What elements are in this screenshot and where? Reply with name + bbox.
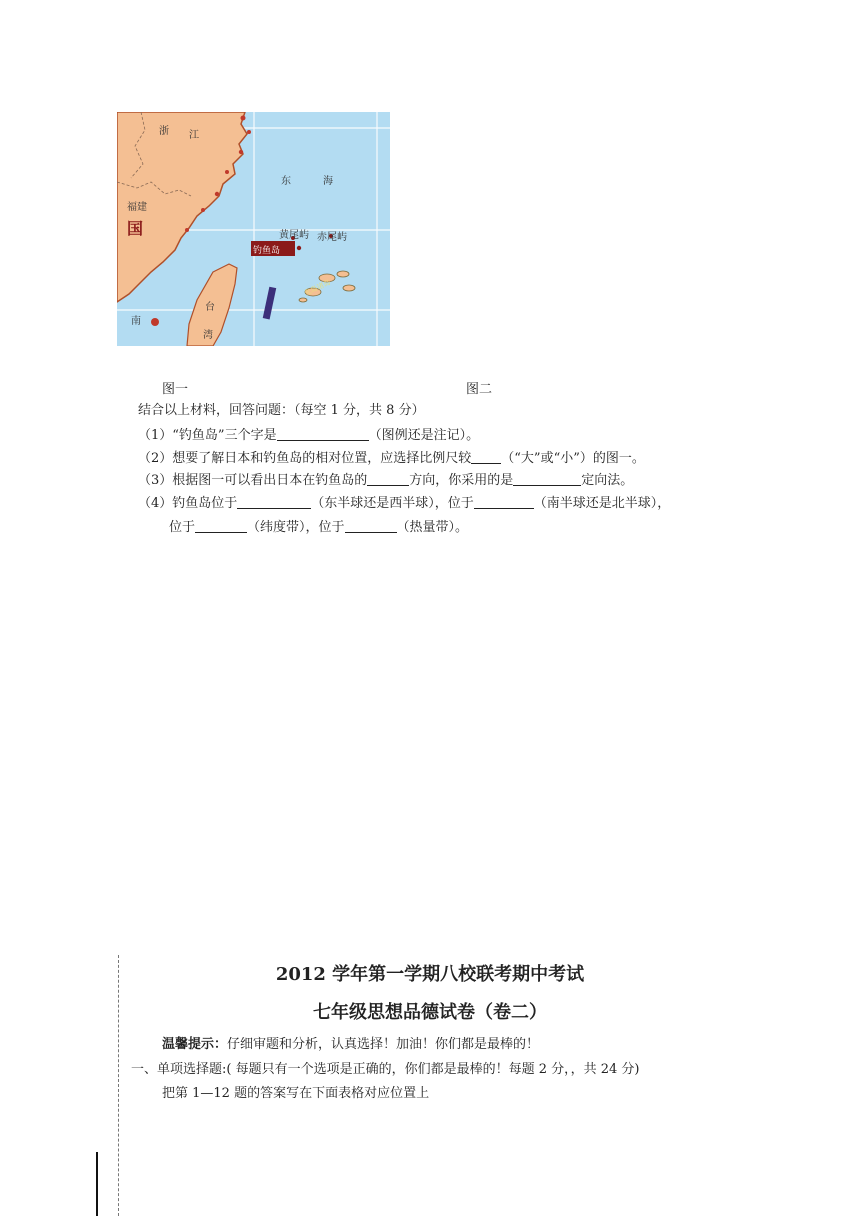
question-4 — [138, 495, 670, 510]
question-1 — [138, 427, 479, 442]
map-label-xianji: 先岛诸岛 — [303, 278, 332, 298]
margin-solid-bar — [96, 1152, 98, 1216]
q1-text-a: （1）“钓鱼岛”三个字是 — [138, 428, 277, 443]
q4b-text-c: （热量带）。 — [396, 520, 469, 535]
warm-tip-label: 温馨提示： — [162, 1037, 228, 1052]
q2-text-a: （2）想要了解日本和钓鱼岛的相对位置，应选择比例尺较 — [138, 451, 472, 466]
q3-text-b: 方向，你采用的是 — [409, 473, 514, 488]
q4-text-c: （南半球还是北半球）， — [533, 496, 671, 511]
q3-text-a: （3）根据图一可以看出日本在钓鱼岛的 — [138, 473, 368, 488]
q3-blank-1 — [367, 472, 409, 486]
q4b-blank-2 — [345, 519, 397, 533]
q4b-blank-1 — [195, 519, 247, 533]
map-label-fujian: 福建 — [127, 202, 147, 213]
caption-fig2: 图二 — [466, 382, 493, 397]
map-label-guo: 国 — [127, 219, 144, 238]
map-label-huangweiyu: 黄尾屿 — [279, 230, 309, 241]
map-label-zhejiang-2: 江 — [189, 130, 199, 141]
question-2 — [138, 450, 645, 465]
q4-blank-1 — [237, 495, 311, 509]
question-3 — [138, 472, 633, 487]
map-label-zhejiang-1: 浙 — [159, 126, 169, 137]
map-svg — [117, 112, 390, 346]
map-label-donghai-2: 海 — [323, 176, 333, 187]
q4b-text-b: （纬度带），位于 — [247, 520, 345, 535]
section-1-heading: 一、单项选择题:( 每题只有一个选项是正确的，你们都是最棒的！每题 2 分，，共 24 分) — [131, 1062, 640, 1077]
map-figure — [117, 112, 390, 346]
q3-blank-2 — [513, 472, 581, 486]
map-label-chiweiyu: 赤尾屿 — [317, 232, 347, 243]
q1-text-b: （图例还是注记）。 — [368, 428, 480, 443]
map-label-nan: 南 — [131, 316, 141, 327]
q4b-text-a: 位于 — [169, 520, 196, 535]
warm-tip — [162, 1033, 539, 1052]
exam-subtitle: 七年级思想品德试卷（卷二） — [313, 1002, 547, 1023]
map-label-taiwan-1: 台 — [205, 302, 215, 313]
map-label-taiwan-2: 湾 — [203, 330, 213, 341]
caption-fig1: 图一 — [162, 382, 189, 397]
q4-blank-2 — [474, 495, 534, 509]
exam-title: 2012 学年第一学期八校联考期中考试 — [275, 964, 585, 985]
q3-text-c: 定向法。 — [581, 473, 634, 488]
q4-text-b: （东半球还是西半球），位于 — [311, 496, 474, 511]
warm-tip-text: 仔细审题和分析，认真选择！加油！你们都是最棒的！ — [227, 1037, 540, 1052]
answer-instruction: 把第 1—12 题的答案写在下面表格对应位置上 — [162, 1086, 430, 1101]
map-label-donghai-1: 东 — [281, 176, 291, 187]
binding-dashed-line — [118, 955, 119, 1216]
map-label-diaoyudao: 钓鱼岛 — [253, 246, 281, 256]
q4-text-a: （4）钓鱼岛位于 — [138, 496, 238, 511]
q2-blank — [471, 450, 501, 464]
q2-text-b: （“大”或“小”）的图一。 — [501, 451, 645, 466]
question-4-continued — [169, 519, 468, 534]
q1-blank — [277, 427, 369, 441]
questions-intro: 结合以上材料，回答问题：（每空 1 分，共 8 分） — [138, 403, 425, 418]
